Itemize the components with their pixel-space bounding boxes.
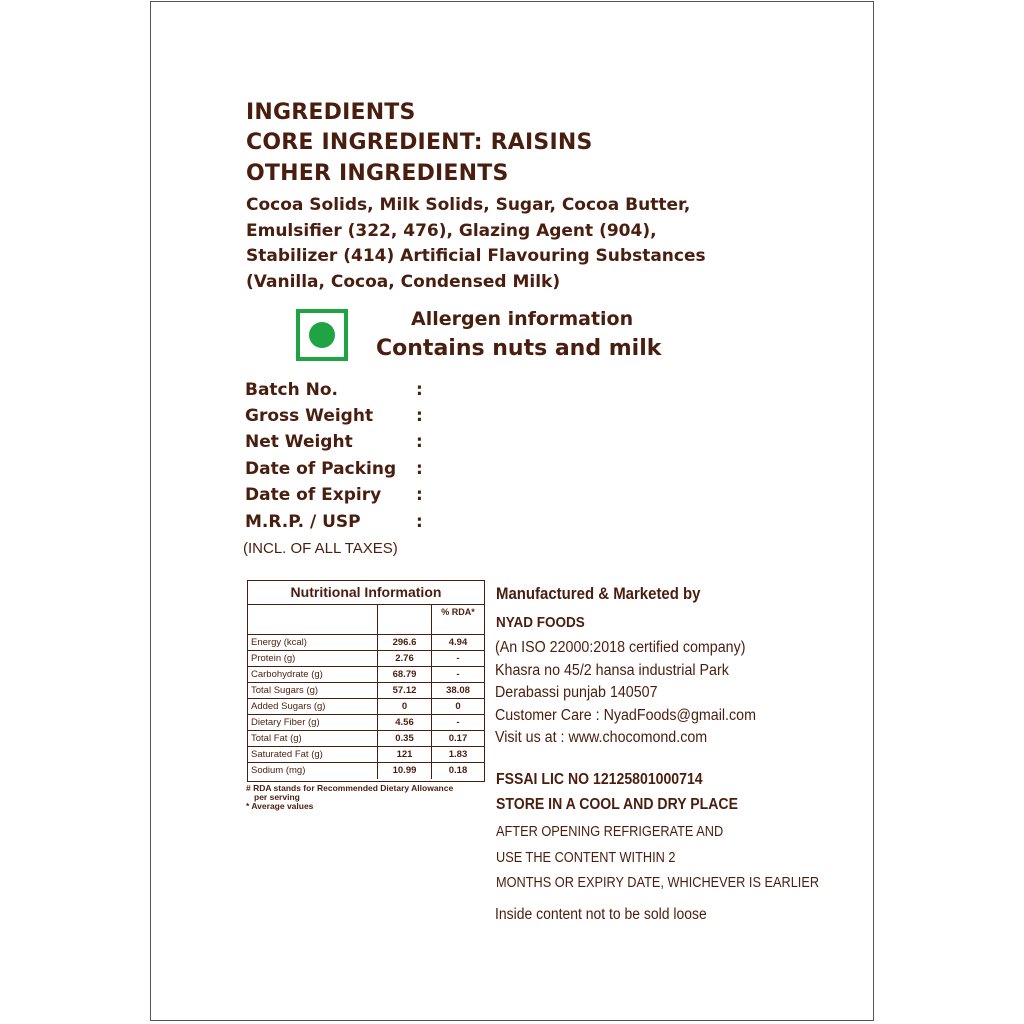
packing-date-colon: : xyxy=(416,459,423,479)
nutrient-name: Protein (g) xyxy=(248,651,378,667)
header-rda: % RDA* xyxy=(432,605,484,635)
mrp-colon: : xyxy=(416,512,423,532)
nutrition-grid xyxy=(248,605,484,779)
nutrition-title: Nutritional Information xyxy=(248,581,484,605)
expiry-date-label: Date of Expiry xyxy=(245,485,382,505)
ingredients-list xyxy=(246,193,706,295)
taxes-note: (INCL. OF ALL TAXES) xyxy=(243,540,398,557)
allergen-title: Allergen information xyxy=(411,308,634,330)
nutrient-rda: 1.83 xyxy=(432,747,484,763)
storage-heading: STORE IN A COOL AND DRY PLACE xyxy=(496,796,738,813)
address-line: Khasra no 45/2 hansa industrial Park xyxy=(495,662,729,679)
nutrient-value: 121 xyxy=(378,747,432,763)
nutrient-name: Saturated Fat (g) xyxy=(248,747,378,763)
nutrient-name: Added Sugars (g) xyxy=(248,699,378,715)
ingredients-line: Stabilizer (414) Artificial Flavouring Substances xyxy=(246,246,706,266)
storage-line: USE THE CONTENT WITHIN 2 xyxy=(496,849,676,866)
nutrient-value: 68.79 xyxy=(378,667,432,683)
iso-line: (An ISO 22000:2018 certified company) xyxy=(495,639,746,656)
net-weight-label: Net Weight xyxy=(245,432,353,452)
vegetarian-mark-icon xyxy=(296,309,348,361)
nutrient-rda: - xyxy=(432,667,484,683)
nutrient-rda: 0.18 xyxy=(448,765,468,776)
batch-label: Batch No. xyxy=(245,380,339,400)
nutrient-name: Energy (kcal) xyxy=(248,635,378,651)
manufacturer-name: NYAD FOODS xyxy=(496,614,585,631)
serving-footnote: per serving xyxy=(254,792,300,802)
nutrient-value: 4.56 xyxy=(378,715,432,731)
nutrition-table xyxy=(247,580,485,782)
ingredients-line: (Vanilla, Cocoa, Condensed Milk) xyxy=(246,271,561,292)
core-ingredient-heading: CORE INGREDIENT: RAISINS xyxy=(246,130,593,155)
gross-weight-label: Gross Weight xyxy=(245,406,374,426)
storage-line: MONTHS OR EXPIRY DATE, WHICHEVER IS EARLIER xyxy=(496,874,820,891)
header-empty xyxy=(248,605,378,635)
manufacturer-heading: Manufactured & Marketed by xyxy=(496,584,701,603)
nutrient-value: 57.12 xyxy=(378,683,432,699)
storage-line: AFTER OPENING REFRIGERATE AND xyxy=(496,823,724,840)
fssai-license: FSSAI LIC NO 12125801000714 xyxy=(496,771,703,788)
address-city-line: Derabassi punjab 140507 xyxy=(495,684,658,701)
nutrient-rda: - xyxy=(432,715,484,731)
nutrient-value: 2.76 xyxy=(378,651,432,667)
ingredients-line: Emulsifier (322, 476), Glazing Agent (904), xyxy=(246,220,657,241)
rda-footnote: # RDA stands for Recommended Dietary Allowance xyxy=(246,783,454,793)
gross-weight-colon: : xyxy=(416,406,423,426)
nutrient-value: 10.99 xyxy=(378,763,432,779)
nutrient-name: Dietary Fiber (g) xyxy=(248,715,378,731)
ingredients-heading: INGREDIENTS xyxy=(246,100,416,125)
mrp-label: M.R.P. / USP xyxy=(245,512,361,532)
header-value xyxy=(378,605,432,635)
packing-date-label: Date of Packing xyxy=(245,459,397,479)
nutrient-name: Carbohydrate (g) xyxy=(248,667,378,683)
customer-care-line: Customer Care : NyadFoods@gmail.com xyxy=(495,707,756,724)
nutrient-rda: 38.08 xyxy=(432,683,484,699)
loose-sale-note: Inside content not to be sold loose xyxy=(495,906,707,923)
net-weight-colon: : xyxy=(416,432,423,452)
vegetarian-dot xyxy=(309,322,335,348)
nutrient-rda: 0 xyxy=(432,699,484,715)
website-line: Visit us at : www.chocomond.com xyxy=(495,729,708,746)
nutrient-rda: 4.94 xyxy=(432,635,484,651)
ingredients-line: Cocoa Solids, Milk Solids, Sugar, Cocoa Butter, xyxy=(246,195,691,215)
average-footnote: * Average values xyxy=(246,801,314,811)
nutrient-value: 296.6 xyxy=(378,635,432,651)
allergen-text: Contains nuts and milk xyxy=(376,336,662,361)
label-sheet xyxy=(150,1,874,1021)
expiry-date-colon: : xyxy=(416,485,423,505)
nutrient-name: Total Fat (g) xyxy=(248,731,378,747)
nutrient-rda: 0.17 xyxy=(432,731,484,747)
nutrient-value: 0.35 xyxy=(378,731,432,747)
nutrient-rda: - xyxy=(432,651,484,667)
nutrient-name: Total Sugars (g) xyxy=(248,683,378,699)
nutrient-name: Sodium (mg) xyxy=(248,763,378,779)
nutrient-value: 0 xyxy=(378,699,432,715)
other-ingredients-heading: OTHER INGREDIENTS xyxy=(246,161,509,186)
batch-colon: : xyxy=(416,380,423,400)
